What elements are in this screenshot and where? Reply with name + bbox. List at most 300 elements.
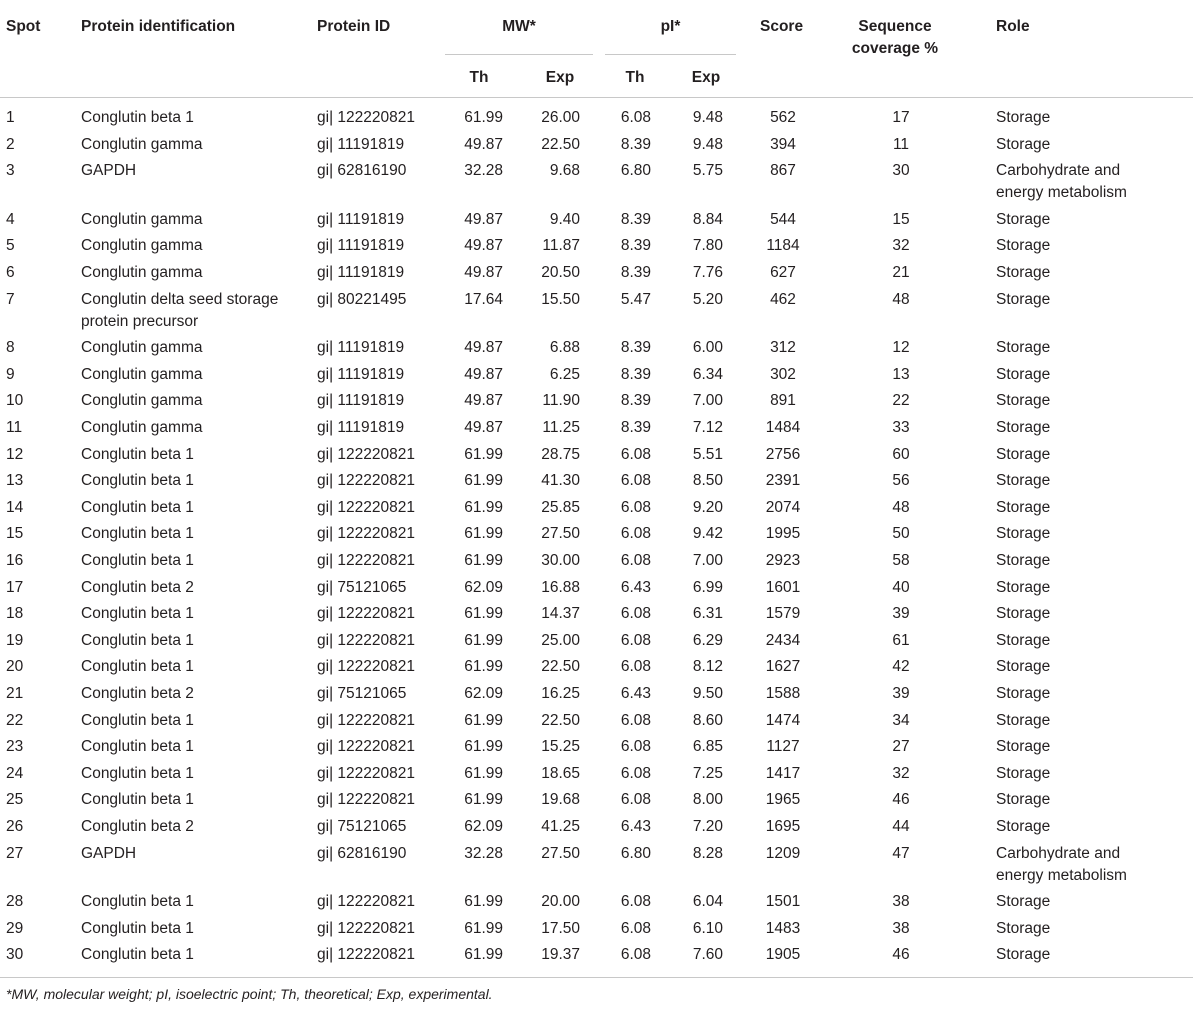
cell-protein-name: Conglutin gamma: [81, 210, 203, 228]
cell-coverage: 32: [892, 237, 910, 255]
cell-coverage: 39: [892, 685, 910, 702]
cell-pi-th: 6.08: [620, 919, 651, 937]
header-mw: MW*: [502, 18, 536, 35]
cell-mw-th: 49.87: [464, 135, 503, 153]
cell-protein-name: Conglutin beta 2: [81, 818, 194, 835]
cell-protein-name: Conglutin beta 1: [81, 605, 194, 623]
cell-protein-id: gi| 122220821: [317, 764, 415, 782]
cell-role: Storage: [996, 237, 1051, 255]
cell-role: Storage: [996, 525, 1051, 543]
cell-protein-id: gi| 122220821: [317, 711, 415, 729]
cell-coverage: 46: [892, 791, 910, 809]
cell-protein-id: gi| 122220821: [317, 738, 415, 756]
cell-score: 462: [770, 290, 796, 308]
cell-coverage: 47: [892, 844, 910, 862]
cell-mw-exp: 18.65: [541, 764, 580, 782]
cell-spot: 18: [6, 605, 24, 623]
cell-role: Storage: [996, 605, 1051, 623]
cell-role: Storage: [996, 365, 1051, 383]
cell-mw-th: 62.09: [464, 578, 503, 596]
cell-pi-th: 6.08: [620, 498, 651, 516]
cell-protein-name: Conglutin beta 1: [81, 109, 194, 126]
cell-mw-th: 61.99: [464, 109, 503, 126]
cell-coverage: 30: [892, 162, 910, 180]
cell-protein-id: gi| 11191819: [317, 264, 405, 281]
cell-score: 1501: [765, 893, 801, 911]
cell-protein-id: gi| 11191819: [317, 135, 405, 153]
cell-mw-th: 61.99: [464, 946, 503, 964]
cell-spot: 28: [6, 893, 24, 911]
cell-coverage: 40: [892, 578, 910, 596]
cell-mw-th: 61.99: [464, 764, 503, 782]
cell-coverage: 44: [892, 818, 910, 835]
cell-mw-exp: 16.25: [541, 685, 580, 702]
cell-mw-th: 61.99: [464, 658, 503, 676]
cell-pi-exp: 6.31: [692, 605, 723, 623]
cell-role: Storage: [996, 290, 1051, 308]
cell-mw-exp: 22.50: [541, 658, 580, 676]
cell-coverage: 48: [892, 498, 910, 516]
cell-mw-th: 17.64: [464, 290, 503, 308]
cell-protein-id: gi| 122220821: [317, 893, 415, 911]
cell-mw-th: 61.99: [464, 791, 503, 809]
cell-pi-exp: 7.00: [692, 392, 723, 410]
header-score: Score: [760, 18, 804, 35]
cell-role: Storage: [996, 711, 1051, 729]
cell-role: Storage: [996, 946, 1051, 964]
cell-score: 394: [770, 135, 796, 153]
cell-spot: 14: [6, 498, 24, 516]
cell-protein-name: Conglutin gamma: [81, 419, 203, 436]
cell-score: 562: [770, 109, 796, 126]
cell-mw-exp: 9.40: [549, 210, 580, 228]
cell-spot: 15: [6, 525, 24, 543]
cell-coverage: 61: [892, 631, 910, 649]
cell-pi-exp: 6.04: [692, 893, 723, 911]
cell-score: 2434: [765, 631, 801, 649]
cell-spot: 6: [6, 264, 15, 281]
cell-score: 1184: [766, 237, 800, 255]
cell-pi-exp: 8.60: [692, 711, 723, 729]
cell-role: Storage: [996, 210, 1051, 228]
cell-coverage: 38: [892, 893, 910, 911]
cell-score: 302: [770, 365, 796, 383]
cell-protein-id: gi| 122220821: [317, 946, 415, 964]
cell-pi-th: 8.39: [620, 264, 651, 281]
cell-score: 1965: [765, 791, 801, 809]
cell-pi-exp: 9.48: [692, 135, 723, 153]
cell-pi-th: 6.43: [620, 685, 651, 702]
cell-pi-th: 8.39: [620, 135, 651, 153]
cell-protein-name: Conglutin beta 1: [81, 711, 194, 729]
cell-coverage: 22: [892, 392, 910, 410]
cell-pi-th: 6.08: [620, 631, 651, 649]
cell-pi-exp: 9.20: [692, 498, 723, 516]
cell-score: 1474: [765, 711, 801, 729]
cell-pi-th: 8.39: [620, 419, 651, 436]
header-spot: Spot: [6, 18, 41, 35]
cell-protein-name: GAPDH: [81, 162, 137, 180]
cell-protein-id: gi| 122220821: [317, 109, 415, 126]
cell-coverage: 17: [892, 109, 910, 126]
cell-protein-name: Conglutin gamma: [81, 365, 203, 383]
cell-spot: 16: [6, 552, 24, 569]
header-rule: [0, 97, 1193, 98]
cell-pi-th: 6.08: [620, 764, 651, 782]
cell-protein-name: Conglutin beta 2: [81, 578, 194, 596]
bottom-rule: [0, 977, 1193, 978]
cell-pi-th: 6.08: [620, 893, 651, 911]
cell-protein-id: gi| 11191819: [317, 392, 405, 410]
cell-spot: 2: [6, 135, 15, 153]
cell-protein-id: gi| 122220821: [317, 791, 415, 809]
cell-spot: 4: [6, 210, 15, 228]
cell-role: Storage: [996, 109, 1051, 126]
cell-pi-exp: 7.00: [692, 552, 723, 569]
cell-role: Carbohydrate and energy metabolism: [996, 844, 1127, 884]
cell-protein-id: gi| 122220821: [317, 658, 415, 676]
cell-spot: 10: [6, 392, 24, 410]
cell-protein-id: gi| 122220821: [317, 552, 415, 569]
cell-protein-id: gi| 122220821: [317, 919, 415, 937]
cell-mw-th: 62.09: [464, 685, 503, 702]
cell-mw-exp: 19.68: [541, 791, 580, 809]
cell-protein-name: Conglutin beta 1: [81, 472, 194, 490]
cell-protein-name: Conglutin delta seed storage protein precursor: [81, 290, 279, 330]
cell-protein-name: Conglutin gamma: [81, 135, 203, 153]
cell-protein-name: Conglutin beta 1: [81, 893, 194, 911]
cell-pi-th: 8.39: [620, 365, 651, 383]
cell-coverage: 27: [892, 738, 910, 756]
cell-protein-name: Conglutin beta 1: [81, 498, 194, 516]
cell-protein-id: gi| 11191819: [317, 237, 405, 255]
cell-protein-id: gi| 11191819: [317, 365, 405, 383]
cell-protein-id: gi| 11191819: [317, 210, 405, 228]
header-pi-exp: Exp: [691, 69, 721, 86]
cell-protein-name: Conglutin beta 1: [81, 791, 194, 809]
cell-mw-th: 61.99: [464, 893, 503, 911]
cell-protein-id: gi| 11191819: [317, 339, 405, 357]
cell-role: Storage: [996, 264, 1051, 281]
cell-mw-th: 32.28: [464, 844, 503, 862]
header-mw-exp: Exp: [545, 69, 575, 86]
cell-coverage: 11: [892, 135, 910, 153]
cell-pi-exp: 8.50: [692, 472, 723, 490]
cell-pi-th: 6.80: [620, 844, 651, 862]
cell-protein-name: Conglutin gamma: [81, 339, 203, 357]
cell-mw-th: 49.87: [464, 264, 503, 281]
cell-mw-th: 61.99: [464, 631, 503, 649]
cell-mw-exp: 25.00: [541, 631, 580, 649]
cell-score: 1905: [765, 946, 801, 964]
cell-spot: 27: [6, 844, 24, 862]
cell-pi-th: 6.08: [620, 109, 651, 126]
cell-mw-th: 49.87: [464, 419, 503, 436]
mw-group-rule: [445, 54, 593, 55]
cell-coverage: 33: [892, 419, 910, 436]
cell-mw-exp: 27.50: [541, 525, 580, 543]
cell-coverage: 42: [892, 658, 910, 676]
cell-pi-exp: 6.29: [692, 631, 723, 649]
cell-protein-name: Conglutin beta 1: [81, 631, 194, 649]
cell-score: 1127: [766, 738, 800, 756]
cell-coverage: 21: [892, 264, 910, 281]
header-role: Role: [996, 18, 1030, 35]
cell-protein-name: Conglutin beta 1: [81, 764, 194, 782]
cell-coverage: 32: [892, 764, 910, 782]
cell-spot: 11: [6, 419, 23, 436]
cell-protein-name: Conglutin beta 1: [81, 445, 194, 463]
cell-mw-th: 49.87: [464, 392, 503, 410]
cell-mw-th: 49.87: [464, 365, 503, 383]
header-sequence-coverage: Sequence coverage %: [851, 18, 939, 57]
cell-pi-th: 6.43: [620, 578, 651, 596]
cell-mw-exp: 16.88: [541, 578, 580, 596]
cell-mw-exp: 22.50: [541, 135, 580, 153]
cell-spot: 12: [6, 445, 24, 463]
cell-score: 627: [770, 264, 796, 281]
cell-pi-exp: 8.00: [692, 791, 723, 809]
cell-protein-id: gi| 11191819: [317, 419, 405, 436]
header-pi: pI*: [660, 18, 681, 35]
cell-score: 1483: [765, 919, 801, 937]
cell-role: Storage: [996, 818, 1051, 835]
cell-pi-th: 6.08: [620, 525, 651, 543]
cell-mw-exp: 20.00: [541, 893, 580, 911]
cell-pi-th: 6.08: [620, 445, 651, 463]
cell-mw-exp: 6.88: [549, 339, 580, 357]
cell-pi-exp: 5.75: [692, 162, 723, 180]
cell-score: 312: [770, 339, 796, 357]
cell-mw-exp: 28.75: [541, 445, 580, 463]
cell-protein-id: gi| 62816190: [317, 844, 407, 862]
cell-mw-th: 61.99: [464, 605, 503, 623]
cell-protein-name: Conglutin beta 1: [81, 525, 194, 543]
cell-protein-id: gi| 62816190: [317, 162, 407, 180]
cell-protein-name: Conglutin beta 1: [81, 738, 194, 756]
cell-protein-name: Conglutin gamma: [81, 237, 203, 255]
cell-role: Storage: [996, 919, 1051, 937]
cell-protein-id: gi| 122220821: [317, 445, 415, 463]
cell-coverage: 13: [892, 365, 910, 383]
cell-mw-exp: 41.30: [541, 472, 580, 490]
cell-pi-th: 6.08: [620, 711, 651, 729]
cell-score: 891: [770, 392, 796, 410]
cell-mw-exp: 27.50: [541, 844, 580, 862]
cell-mw-exp: 41.25: [541, 818, 580, 835]
cell-role: Storage: [996, 472, 1051, 490]
cell-protein-name: GAPDH: [81, 844, 137, 862]
cell-pi-th: 8.39: [620, 237, 651, 255]
cell-pi-exp: 7.20: [692, 818, 723, 835]
header-protein-id: Protein ID: [317, 18, 391, 35]
cell-spot: 29: [6, 919, 24, 937]
cell-score: 1995: [765, 525, 801, 543]
cell-pi-exp: 5.51: [692, 445, 723, 463]
cell-role: Storage: [996, 685, 1051, 702]
cell-coverage: 60: [892, 445, 910, 463]
cell-spot: 21: [6, 685, 24, 702]
cell-spot: 1: [6, 109, 15, 126]
cell-mw-th: 61.99: [464, 498, 503, 516]
cell-spot: 23: [6, 738, 24, 756]
cell-pi-th: 6.80: [620, 162, 651, 180]
cell-mw-th: 61.99: [464, 711, 503, 729]
cell-pi-th: 8.39: [620, 339, 651, 357]
cell-score: 2074: [765, 498, 801, 516]
cell-role: Storage: [996, 631, 1051, 649]
cell-pi-exp: 8.28: [692, 844, 723, 862]
cell-role: Storage: [996, 764, 1051, 782]
cell-protein-name: Conglutin gamma: [81, 264, 203, 281]
cell-score: 1484: [765, 419, 801, 436]
cell-protein-name: Conglutin beta 1: [81, 919, 194, 937]
cell-protein-id: gi| 75121065: [317, 818, 407, 835]
cell-mw-th: 49.87: [464, 210, 503, 228]
cell-role: Storage: [996, 445, 1051, 463]
cell-coverage: 58: [892, 552, 910, 569]
cell-mw-exp: 15.25: [541, 738, 580, 756]
cell-mw-exp: 17.50: [541, 919, 580, 937]
cell-score: 1579: [765, 605, 801, 623]
cell-score: 1601: [765, 578, 801, 596]
cell-coverage: 15: [892, 210, 910, 228]
cell-coverage: 50: [892, 525, 910, 543]
cell-role: Storage: [996, 498, 1051, 516]
cell-pi-th: 6.08: [620, 658, 651, 676]
cell-score: 1209: [765, 844, 801, 862]
cell-protein-id: gi| 122220821: [317, 631, 415, 649]
cell-protein-id: gi| 122220821: [317, 498, 415, 516]
cell-mw-exp: 30.00: [541, 552, 580, 569]
cell-role: Storage: [996, 658, 1051, 676]
cell-mw-exp: 15.50: [541, 290, 580, 308]
header-pi-th: Th: [625, 69, 645, 86]
cell-role: Storage: [996, 893, 1051, 911]
cell-pi-exp: 7.80: [692, 237, 723, 255]
cell-spot: 5: [6, 237, 15, 255]
cell-mw-exp: 9.68: [549, 162, 580, 180]
cell-score: 867: [770, 162, 796, 180]
cell-score: 1695: [765, 818, 801, 835]
cell-pi-th: 6.43: [620, 818, 651, 835]
cell-score: 1588: [765, 685, 801, 702]
cell-pi-exp: 6.10: [692, 919, 723, 937]
cell-score: 1417: [765, 764, 801, 782]
cell-role: Storage: [996, 392, 1051, 410]
cell-mw-th: 61.99: [464, 525, 503, 543]
cell-protein-id: gi| 75121065: [317, 578, 407, 596]
cell-role: Storage: [996, 738, 1051, 756]
cell-spot: 17: [6, 578, 24, 596]
cell-mw-exp: 14.37: [541, 605, 580, 623]
table-footnote: *MW, molecular weight; pI, isoelectric point; Th, theoretical; Exp, experimental.: [6, 986, 493, 1002]
cell-mw-exp: 26.00: [541, 109, 580, 126]
header-mw-th: Th: [469, 69, 489, 86]
cell-pi-th: 6.08: [620, 946, 651, 964]
cell-score: 2756: [765, 445, 801, 463]
cell-mw-th: 61.99: [464, 472, 503, 490]
cell-coverage: 46: [892, 946, 910, 964]
cell-pi-th: 6.08: [620, 472, 651, 490]
cell-score: 1627: [765, 658, 801, 676]
cell-protein-id: gi| 80221495: [317, 290, 407, 308]
cell-role: Carbohydrate and energy metabolism: [996, 162, 1127, 202]
cell-spot: 7: [6, 290, 15, 308]
cell-pi-exp: 8.84: [692, 210, 723, 228]
cell-protein-id: gi| 122220821: [317, 525, 415, 543]
cell-spot: 30: [6, 946, 24, 964]
cell-protein-name: Conglutin gamma: [81, 392, 203, 410]
cell-spot: 8: [6, 339, 15, 357]
cell-pi-exp: 6.00: [692, 339, 723, 357]
cell-pi-th: 6.08: [620, 738, 651, 756]
cell-pi-exp: 6.34: [692, 365, 723, 383]
cell-mw-exp: 11.87: [542, 237, 580, 255]
cell-spot: 13: [6, 472, 24, 490]
cell-role: Storage: [996, 135, 1051, 153]
cell-coverage: 48: [892, 290, 910, 308]
cell-spot: 24: [6, 764, 24, 782]
cell-role: Storage: [996, 339, 1051, 357]
cell-score: 2923: [765, 552, 801, 569]
cell-spot: 20: [6, 658, 24, 676]
cell-coverage: 12: [892, 339, 910, 357]
cell-mw-exp: 11.25: [542, 419, 580, 436]
cell-pi-exp: 7.76: [692, 264, 723, 281]
cell-pi-exp: 9.48: [692, 109, 723, 126]
header-protein-identification: Protein identification: [81, 18, 236, 35]
cell-coverage: 39: [892, 605, 910, 623]
cell-score: 544: [770, 210, 796, 228]
cell-pi-exp: 5.20: [692, 290, 723, 308]
cell-role: Storage: [996, 791, 1051, 809]
cell-mw-th: 61.99: [464, 445, 503, 463]
cell-protein-name: Conglutin beta 1: [81, 946, 194, 964]
cell-pi-exp: 8.12: [692, 658, 723, 676]
cell-mw-exp: 25.85: [541, 498, 580, 516]
cell-pi-exp: 7.60: [692, 946, 723, 964]
cell-pi-exp: 7.25: [692, 764, 723, 782]
cell-pi-exp: 6.99: [692, 578, 723, 596]
cell-protein-id: gi| 75121065: [317, 685, 407, 702]
cell-pi-th: 8.39: [620, 210, 651, 228]
cell-spot: 26: [6, 818, 24, 835]
cell-protein-name: Conglutin beta 2: [81, 685, 194, 702]
cell-role: Storage: [996, 552, 1051, 569]
cell-pi-th: 6.08: [620, 791, 651, 809]
pi-group-rule: [605, 54, 736, 55]
cell-pi-th: 6.08: [620, 552, 651, 569]
cell-protein-id: gi| 122220821: [317, 605, 415, 623]
cell-spot: 9: [6, 365, 15, 383]
cell-mw-th: 62.09: [464, 818, 503, 835]
cell-mw-th: 32.28: [464, 162, 503, 180]
cell-score: 2391: [765, 472, 801, 490]
cell-mw-exp: 11.90: [542, 392, 580, 410]
cell-mw-exp: 20.50: [541, 264, 580, 281]
cell-mw-th: 49.87: [464, 237, 503, 255]
cell-pi-exp: 9.50: [692, 685, 723, 702]
cell-coverage: 38: [892, 919, 910, 937]
cell-mw-exp: 6.25: [549, 365, 580, 383]
cell-mw-exp: 19.37: [541, 946, 580, 964]
cell-role: Storage: [996, 578, 1051, 596]
cell-coverage: 34: [892, 711, 910, 729]
cell-spot: 3: [6, 162, 15, 180]
cell-pi-exp: 6.85: [692, 738, 723, 756]
cell-spot: 25: [6, 791, 24, 809]
